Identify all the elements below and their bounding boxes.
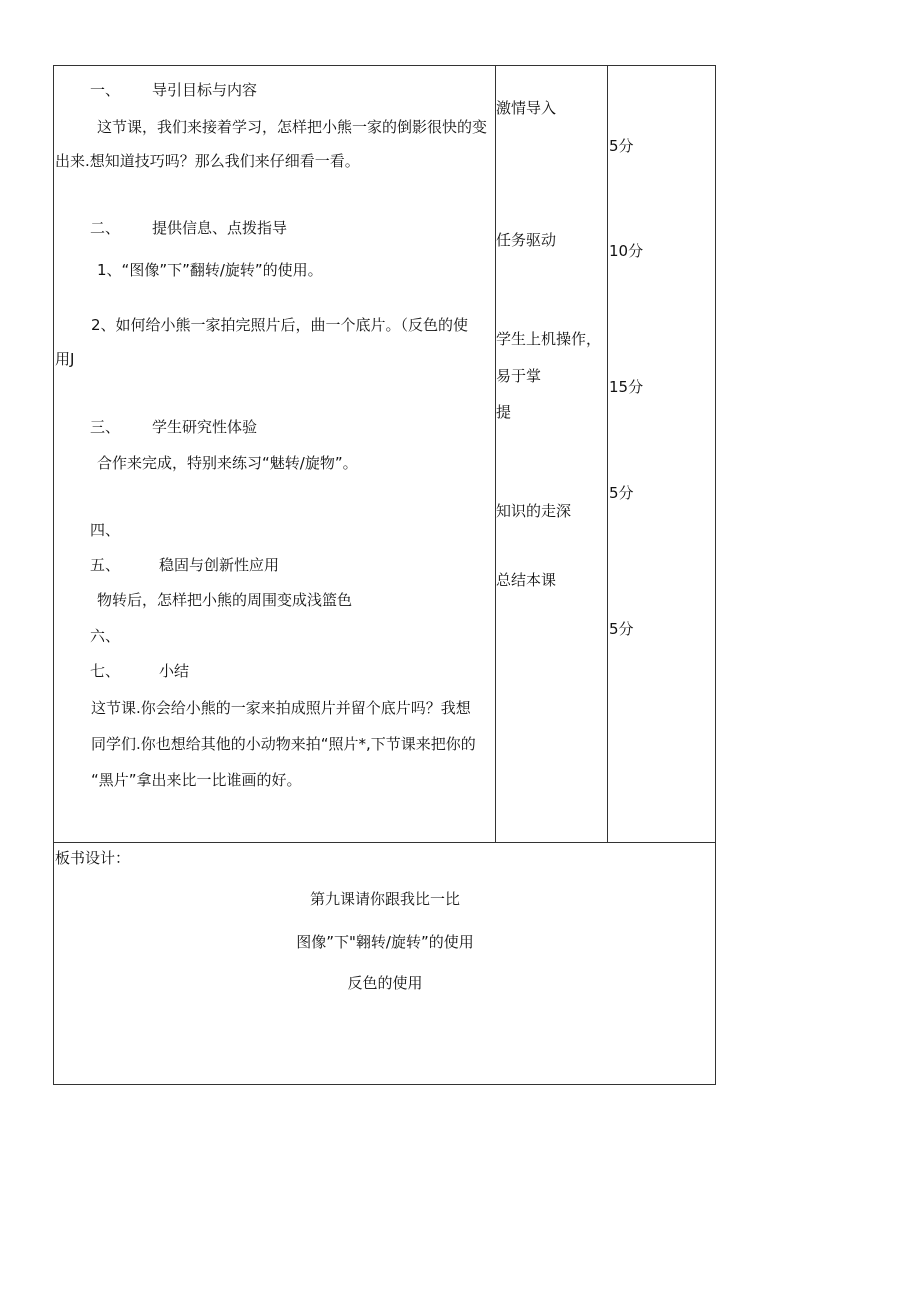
section-6-number: 六、	[90, 627, 121, 645]
board-line-1: 第九课请你跟我比一比	[309, 890, 460, 908]
lesson-table	[53, 65, 716, 1085]
section-2-title: 提供信息、点拨指导	[152, 219, 288, 237]
section-7-paragraph-line-1: 这节课.你会给小熊的一家来拍成照片并留个底片吗？我想	[91, 699, 471, 717]
time-4: 5分	[609, 484, 634, 502]
method-3-line-2: 易于掌	[496, 367, 542, 385]
time-1: 5分	[609, 137, 634, 155]
section-3-paragraph: 合作来完成，特别来练习“魅转/旋物”。	[97, 454, 358, 472]
section-2-item-2-line-1: 2、如何给小熊一家拍完照片后，曲一个底片。（反色的使	[91, 316, 469, 334]
time-2: 10分	[609, 242, 644, 260]
section-5-paragraph: 物转后，怎样把小熊的周围变成浅篮色	[97, 591, 353, 609]
section-1-paragraph-line-2: 出来.想知道技巧吗？那么我们来仔细看一看。	[55, 152, 360, 170]
method-1: 激情导入	[496, 99, 557, 117]
method-5: 总结本课	[496, 571, 557, 589]
method-4: 知识的走深	[496, 502, 572, 520]
section-3-title: 学生研究性体验	[152, 418, 258, 436]
board-design-label: 板书设计：	[55, 849, 131, 867]
section-1-paragraph-line-1: 这节课，我们来接着学习，怎样把小熊一家的倒影很快的变	[97, 118, 488, 136]
section-7-title: 小结	[159, 662, 190, 680]
section-1-title: 导引目标与内容	[152, 81, 258, 99]
method-3-line-3: 提	[496, 403, 512, 421]
board-line-3: 反色的使用	[347, 974, 423, 992]
section-7-paragraph-line-2: 同学们.你也想给其他的小动物来拍“照片*,下节课来把你的	[91, 735, 476, 753]
method-3-line-1: 学生上机操作，	[496, 330, 602, 348]
time-3: 15分	[609, 378, 644, 396]
section-5-title: 稳固与创新性应用	[159, 556, 280, 574]
row-divider-board	[53, 842, 716, 843]
section-2-number: 二、	[90, 219, 121, 237]
section-7-number: 七、	[90, 662, 121, 680]
section-1-number: 一、	[90, 81, 121, 99]
column-divider-time	[607, 65, 608, 843]
board-line-2: 图像”下"翱转/旋转”的使用	[296, 933, 474, 951]
section-7-paragraph-line-3: “黑片”拿出来比一比谁画的好。	[91, 771, 302, 789]
section-3-number: 三、	[90, 418, 121, 436]
method-2: 任务驱动	[496, 231, 557, 249]
section-2-item-2-line-2: 用J	[55, 350, 75, 368]
section-5-number: 五、	[90, 556, 121, 574]
section-4-number: 四、	[90, 521, 121, 539]
column-divider-method	[495, 65, 496, 843]
section-2-item-1: 1、“图像”下”翻转/旋转”的使用。	[97, 261, 323, 279]
time-5: 5分	[609, 620, 634, 638]
